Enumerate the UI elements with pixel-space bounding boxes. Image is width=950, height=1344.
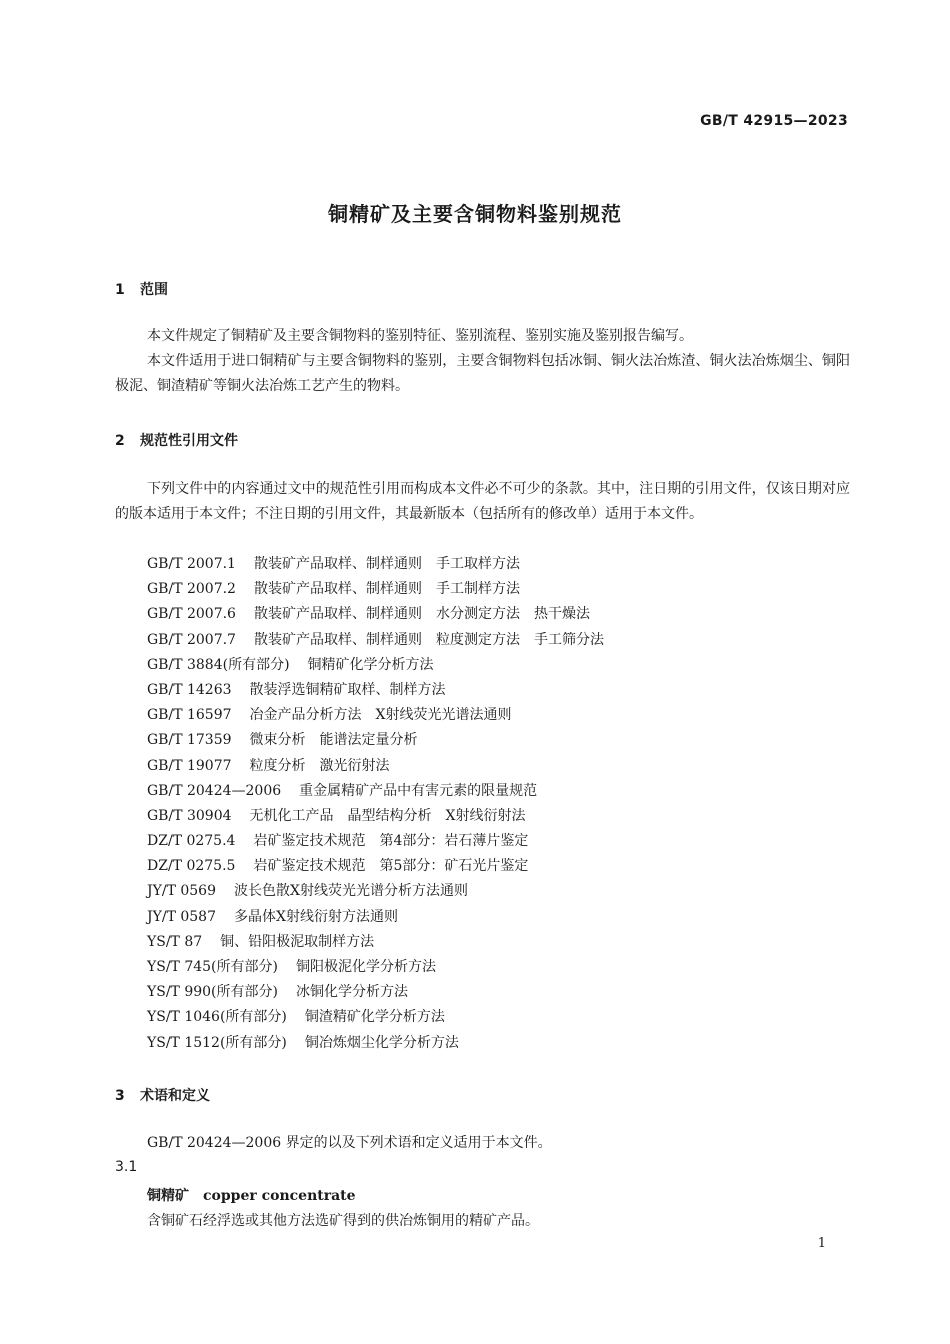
reference-code: YS/T 1512(所有部分)	[147, 1034, 287, 1051]
reference-title: 铜渣精矿化学分析方法	[304, 1009, 445, 1026]
reference-code: GB/T 2007.2	[147, 581, 236, 598]
reference-title: 散装矿产品取样、制样通则 粒度测定方法 手工筛分法	[253, 631, 604, 648]
reference-item	[147, 955, 604, 980]
reference-item	[147, 628, 604, 653]
reference-title: 多晶体X射线衍射方法通则	[234, 908, 398, 925]
reference-code: GB/T 2007.1	[147, 556, 236, 572]
reference-item	[147, 728, 604, 753]
reference-code: GB/T 20424—2006	[147, 782, 282, 799]
reference-title: 散装浮选铜精矿取样、制样方法	[249, 681, 446, 698]
section-number: 2	[115, 433, 125, 449]
reference-title: 铜、铅阳极泥取制样方法	[220, 933, 375, 950]
reference-item	[147, 703, 604, 728]
reference-code: YS/T 990(所有部分)	[147, 984, 278, 1001]
reference-title: 铜阳极泥化学分析方法	[295, 959, 436, 975]
section-title: 规范性引用文件	[140, 433, 238, 449]
terms-intro-paragraph: GB/T 20424—2006 界定的以及下列术语和定义适用于本文件。	[147, 1135, 552, 1151]
reference-code: YS/T 87	[147, 933, 203, 950]
reference-item	[147, 602, 604, 627]
term-english: copper concentrate	[203, 1188, 356, 1204]
reference-code: YS/T 1046(所有部分)	[147, 1009, 287, 1026]
section-title: 术语和定义	[140, 1088, 210, 1104]
standard-code: GB/T 42915—2023	[700, 113, 848, 129]
reference-title: 微束分析 能谱法定量分析	[249, 732, 418, 749]
reference-item	[147, 1031, 604, 1056]
reference-title: 岩矿鉴定技术规范 第4部分：岩石薄片鉴定	[253, 833, 529, 850]
reference-item	[147, 779, 604, 804]
term-chinese: 铜精矿	[147, 1188, 189, 1204]
document-title: 铜精矿及主要含铜物料鉴别规范	[328, 202, 622, 226]
scope-paragraph-2: 本文件适用于进口铜精矿与主要含铜物料的鉴别，主要含铜物料包括冰铜、铜火法冶炼渣、铜火法冶炼烟尘、铜阳极泥、铜渣精矿等铜火法冶炼工艺产生的物料。	[115, 353, 850, 394]
reference-item	[147, 905, 604, 930]
reference-item	[147, 879, 604, 904]
reference-item	[147, 980, 604, 1005]
scope-paragraph-1: 本文件规定了铜精矿及主要含铜物料的鉴别特征、鉴别流程、鉴别实施及鉴别报告编写。	[147, 328, 693, 344]
reference-item	[147, 804, 604, 829]
reference-title: 冰铜化学分析方法	[295, 984, 408, 1001]
reference-title: 粒度分析 激光衍射法	[249, 757, 390, 774]
reference-title: 铜冶炼烟尘化学分析方法	[304, 1034, 459, 1051]
reference-item	[147, 854, 604, 879]
section-title: 范围	[140, 282, 168, 298]
term-number: 3.1	[115, 1159, 138, 1175]
reference-item	[147, 754, 604, 779]
reference-item	[147, 829, 604, 854]
reference-item	[147, 577, 604, 602]
section-number: 1	[115, 282, 125, 298]
reference-list	[147, 552, 604, 1056]
reference-item	[147, 678, 604, 703]
reference-title: 散装矿产品取样、制样通则 水分测定方法 热干燥法	[253, 606, 590, 623]
reference-title: 无机化工产品 晶型结构分析 X射线衍射法	[249, 807, 526, 824]
reference-title: 重金属精矿产品中有害元素的限量规范	[299, 782, 538, 799]
reference-title: 散装矿产品取样、制样通则 手工制样方法	[253, 581, 520, 598]
reference-title: 波长色散X射线荧光光谱分析方法通则	[234, 883, 468, 900]
section-heading-scope	[115, 279, 168, 299]
normative-intro-paragraph: 下列文件中的内容通过文中的规范性引用而构成本文件必不可少的条款。其中，注日期的引用文件，仅该日期对应的版本适用于本文件；不注日期的引用文件，其最新版本（包括所有的修改单）适用于本文件。	[115, 481, 850, 522]
reference-title: 冶金产品分析方法 X射线荧光光谱法通则	[249, 707, 512, 724]
reference-code: GB/T 3884(所有部分)	[147, 656, 290, 673]
reference-title: 散装矿产品取样、制样通则 手工取样方法	[253, 556, 520, 572]
term-heading	[147, 1185, 356, 1205]
reference-code: GB/T 17359	[147, 732, 232, 749]
reference-code: GB/T 2007.6	[147, 606, 236, 623]
reference-item	[147, 653, 604, 678]
reference-code: JY/T 0587	[147, 908, 216, 925]
section-heading-normative-references	[115, 430, 238, 450]
reference-code: GB/T 19077	[147, 757, 232, 774]
reference-code: JY/T 0569	[147, 883, 216, 900]
section-number: 3	[115, 1088, 125, 1104]
reference-code: YS/T 745(所有部分)	[147, 959, 278, 975]
reference-code: GB/T 30904	[147, 807, 232, 824]
reference-item	[147, 930, 604, 955]
reference-code: GB/T 14263	[147, 681, 232, 698]
reference-item	[147, 552, 604, 577]
reference-code: DZ/T 0275.4	[147, 833, 236, 850]
reference-code: GB/T 2007.7	[147, 631, 236, 648]
reference-code: GB/T 16597	[147, 707, 232, 724]
section-heading-terms	[115, 1085, 210, 1105]
reference-code: DZ/T 0275.5	[147, 858, 236, 875]
reference-title: 岩矿鉴定技术规范 第5部分：矿石光片鉴定	[253, 858, 529, 875]
term-definition: 含铜矿石经浮选或其他方法选矿得到的供冶炼铜用的精矿产品。	[147, 1213, 539, 1229]
page-number: 1	[817, 1236, 826, 1251]
reference-item	[147, 1005, 604, 1030]
reference-title: 铜精矿化学分析方法	[307, 656, 434, 673]
